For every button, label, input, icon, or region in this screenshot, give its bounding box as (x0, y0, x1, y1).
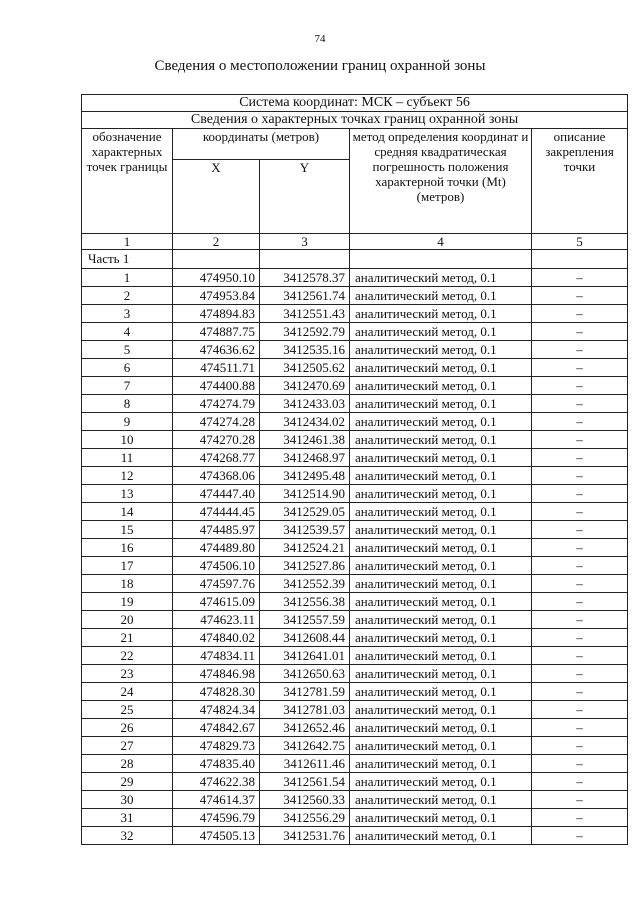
table-row (82, 323, 628, 341)
fixing-cell: – (532, 647, 628, 665)
coord-x: 474597.76 (173, 575, 260, 593)
table-row (82, 827, 628, 845)
table-row (82, 521, 628, 539)
method-cell: аналитический метод, 0.1 (350, 557, 532, 575)
coord-y: 3412529.05 (260, 503, 350, 521)
method-cell: аналитический метод, 0.1 (350, 377, 532, 395)
coord-y: 3412556.29 (260, 809, 350, 827)
coord-y: 3412611.46 (260, 755, 350, 773)
fixing-cell: – (532, 359, 628, 377)
table-row (82, 341, 628, 359)
header-coords: координаты (метров) (173, 129, 350, 160)
method-cell: аналитический метод, 0.1 (350, 395, 532, 413)
coord-y: 3412495.48 (260, 467, 350, 485)
coord-x: 474950.10 (173, 269, 260, 287)
point-number: 10 (82, 431, 173, 449)
point-number: 1 (82, 269, 173, 287)
fixing-cell: – (532, 467, 628, 485)
coord-y: 3412539.57 (260, 521, 350, 539)
coord-y: 3412650.63 (260, 665, 350, 683)
table-row (82, 269, 628, 287)
table-row (82, 791, 628, 809)
coordinate-system-header: Система координат: МСК – субъект 56 (82, 95, 628, 112)
table-row (82, 359, 628, 377)
table-row (82, 377, 628, 395)
point-number: 15 (82, 521, 173, 539)
fixing-cell: – (532, 683, 628, 701)
table-row (82, 737, 628, 755)
coord-y: 3412461.38 (260, 431, 350, 449)
coord-x: 474842.67 (173, 719, 260, 737)
fixing-cell: – (532, 521, 628, 539)
point-number: 22 (82, 647, 173, 665)
point-number: 25 (82, 701, 173, 719)
method-cell: аналитический метод, 0.1 (350, 359, 532, 377)
coord-y: 3412514.90 (260, 485, 350, 503)
method-cell: аналитический метод, 0.1 (350, 431, 532, 449)
point-number: 17 (82, 557, 173, 575)
fixing-cell: – (532, 575, 628, 593)
header-method: метод определения координат и средняя квадратическая погрешность положения характерной точки (Mt) (метров) (350, 129, 532, 234)
point-number: 20 (82, 611, 173, 629)
fixing-cell: – (532, 269, 628, 287)
page-number: 74 (314, 33, 326, 45)
fixing-cell: – (532, 719, 628, 737)
coord-x: 474444.45 (173, 503, 260, 521)
coord-x: 474840.02 (173, 629, 260, 647)
method-cell: аналитический метод, 0.1 (350, 485, 532, 503)
coord-y: 3412433.03 (260, 395, 350, 413)
point-number: 30 (82, 791, 173, 809)
point-number: 18 (82, 575, 173, 593)
coordinates-table (81, 94, 628, 845)
table-row (82, 683, 628, 701)
coord-x: 474505.13 (173, 827, 260, 845)
coord-x: 474447.40 (173, 485, 260, 503)
table-row (82, 305, 628, 323)
table-row (82, 647, 628, 665)
method-cell: аналитический метод, 0.1 (350, 773, 532, 791)
column-number-4: 4 (350, 234, 532, 250)
table-row (82, 557, 628, 575)
table-row (82, 773, 628, 791)
method-cell: аналитический метод, 0.1 (350, 647, 532, 665)
coord-x: 474846.98 (173, 665, 260, 683)
method-cell: аналитический метод, 0.1 (350, 449, 532, 467)
coord-x: 474274.28 (173, 413, 260, 431)
fixing-cell: – (532, 503, 628, 521)
column-number-2: 2 (173, 234, 260, 250)
table-row (82, 611, 628, 629)
method-cell: аналитический метод, 0.1 (350, 323, 532, 341)
point-number: 12 (82, 467, 173, 485)
method-cell: аналитический метод, 0.1 (350, 809, 532, 827)
fixing-cell: – (532, 755, 628, 773)
coord-x: 474622.38 (173, 773, 260, 791)
fixing-cell: – (532, 323, 628, 341)
table-row (82, 719, 628, 737)
point-number: 29 (82, 773, 173, 791)
fixing-cell: – (532, 629, 628, 647)
coord-y: 3412524.21 (260, 539, 350, 557)
coord-x: 474623.11 (173, 611, 260, 629)
coord-y: 3412557.59 (260, 611, 350, 629)
point-number: 16 (82, 539, 173, 557)
point-number: 9 (82, 413, 173, 431)
coord-x: 474368.06 (173, 467, 260, 485)
coord-y: 3412560.33 (260, 791, 350, 809)
coord-y: 3412535.16 (260, 341, 350, 359)
part-label: Часть 1 (82, 250, 173, 269)
table-row (82, 665, 628, 683)
method-cell: аналитический метод, 0.1 (350, 269, 532, 287)
method-cell: аналитический метод, 0.1 (350, 593, 532, 611)
method-cell: аналитический метод, 0.1 (350, 341, 532, 359)
fixing-cell: – (532, 341, 628, 359)
coord-x: 474400.88 (173, 377, 260, 395)
coord-y: 3412781.03 (260, 701, 350, 719)
table-row (82, 449, 628, 467)
method-cell: аналитический метод, 0.1 (350, 683, 532, 701)
coord-x: 474614.37 (173, 791, 260, 809)
section-header: Сведения о характерных точках границ охранной зоны (82, 112, 628, 129)
header-y: Y (260, 160, 350, 234)
fixing-cell: – (532, 431, 628, 449)
coord-y: 3412505.62 (260, 359, 350, 377)
point-number: 3 (82, 305, 173, 323)
point-number: 32 (82, 827, 173, 845)
point-number: 26 (82, 719, 173, 737)
point-number: 24 (82, 683, 173, 701)
coord-y: 3412561.54 (260, 773, 350, 791)
method-cell: аналитический метод, 0.1 (350, 305, 532, 323)
coord-y: 3412531.76 (260, 827, 350, 845)
point-number: 31 (82, 809, 173, 827)
method-cell: аналитический метод, 0.1 (350, 539, 532, 557)
coord-x: 474834.11 (173, 647, 260, 665)
header-fixing: описание закрепления точки (532, 129, 628, 234)
method-cell: аналитический метод, 0.1 (350, 575, 532, 593)
point-number: 21 (82, 629, 173, 647)
point-number: 5 (82, 341, 173, 359)
coord-x: 474636.62 (173, 341, 260, 359)
table-row (82, 467, 628, 485)
fixing-cell: – (532, 485, 628, 503)
table-row (82, 539, 628, 557)
method-cell: аналитический метод, 0.1 (350, 521, 532, 539)
fixing-cell: – (532, 287, 628, 305)
point-number: 7 (82, 377, 173, 395)
method-cell: аналитический метод, 0.1 (350, 719, 532, 737)
table-row (82, 503, 628, 521)
method-cell: аналитический метод, 0.1 (350, 701, 532, 719)
fixing-cell: – (532, 827, 628, 845)
table-row (82, 485, 628, 503)
coord-x: 474824.34 (173, 701, 260, 719)
method-cell: аналитический метод, 0.1 (350, 503, 532, 521)
coord-y: 3412652.46 (260, 719, 350, 737)
coord-y: 3412551.43 (260, 305, 350, 323)
point-number: 19 (82, 593, 173, 611)
point-number: 28 (82, 755, 173, 773)
point-number: 6 (82, 359, 173, 377)
method-cell: аналитический метод, 0.1 (350, 665, 532, 683)
coord-x: 474596.79 (173, 809, 260, 827)
table-row (82, 809, 628, 827)
column-number-5: 5 (532, 234, 628, 250)
coord-y: 3412561.74 (260, 287, 350, 305)
coord-y: 3412434.02 (260, 413, 350, 431)
table-row (82, 593, 628, 611)
coord-x: 474828.30 (173, 683, 260, 701)
method-cell: аналитический метод, 0.1 (350, 755, 532, 773)
document-title: Сведения о местоположении границ охранной зоны (154, 58, 486, 74)
coord-x: 474506.10 (173, 557, 260, 575)
fixing-cell: – (532, 701, 628, 719)
coord-x: 474489.80 (173, 539, 260, 557)
fixing-cell: – (532, 449, 628, 467)
fixing-cell: – (532, 809, 628, 827)
coord-x: 474511.71 (173, 359, 260, 377)
coord-x: 474485.97 (173, 521, 260, 539)
coord-x: 474274.79 (173, 395, 260, 413)
point-number: 11 (82, 449, 173, 467)
coord-y: 3412552.39 (260, 575, 350, 593)
coord-y: 3412641.01 (260, 647, 350, 665)
coord-y: 3412781.59 (260, 683, 350, 701)
fixing-cell: – (532, 413, 628, 431)
point-number: 8 (82, 395, 173, 413)
coord-y: 3412527.86 (260, 557, 350, 575)
method-cell: аналитический метод, 0.1 (350, 467, 532, 485)
table-row (82, 575, 628, 593)
fixing-cell: – (532, 557, 628, 575)
method-cell: аналитический метод, 0.1 (350, 611, 532, 629)
method-cell: аналитический метод, 0.1 (350, 737, 532, 755)
fixing-cell: – (532, 395, 628, 413)
coord-x: 474953.84 (173, 287, 260, 305)
fixing-cell: – (532, 665, 628, 683)
fixing-cell: – (532, 539, 628, 557)
coord-y: 3412592.79 (260, 323, 350, 341)
point-number: 27 (82, 737, 173, 755)
point-number: 14 (82, 503, 173, 521)
fixing-cell: – (532, 773, 628, 791)
table-row (82, 395, 628, 413)
fixing-cell: – (532, 377, 628, 395)
point-number: 23 (82, 665, 173, 683)
table-row (82, 413, 628, 431)
fixing-cell: – (532, 305, 628, 323)
coord-y: 3412608.44 (260, 629, 350, 647)
table-row (82, 287, 628, 305)
coord-x: 474829.73 (173, 737, 260, 755)
method-cell: аналитический метод, 0.1 (350, 287, 532, 305)
method-cell: аналитический метод, 0.1 (350, 827, 532, 845)
coord-x: 474894.83 (173, 305, 260, 323)
fixing-cell: – (532, 791, 628, 809)
header-point: обозначение характерных точек границы (82, 129, 173, 234)
coord-y: 3412578.37 (260, 269, 350, 287)
table-row (82, 755, 628, 773)
column-number-1: 1 (82, 234, 173, 250)
coord-x: 474835.40 (173, 755, 260, 773)
coord-y: 3412642.75 (260, 737, 350, 755)
point-number: 13 (82, 485, 173, 503)
coord-x: 474270.28 (173, 431, 260, 449)
point-number: 4 (82, 323, 173, 341)
fixing-cell: – (532, 611, 628, 629)
table-row (82, 629, 628, 647)
fixing-cell: – (532, 593, 628, 611)
coord-x: 474268.77 (173, 449, 260, 467)
coord-y: 3412556.38 (260, 593, 350, 611)
table-row (82, 431, 628, 449)
method-cell: аналитический метод, 0.1 (350, 413, 532, 431)
point-number: 2 (82, 287, 173, 305)
coord-x: 474887.75 (173, 323, 260, 341)
fixing-cell: – (532, 737, 628, 755)
method-cell: аналитический метод, 0.1 (350, 629, 532, 647)
coord-x: 474615.09 (173, 593, 260, 611)
method-cell: аналитический метод, 0.1 (350, 791, 532, 809)
header-x: X (173, 160, 260, 234)
coord-y: 3412468.97 (260, 449, 350, 467)
coord-y: 3412470.69 (260, 377, 350, 395)
table-row (82, 701, 628, 719)
column-number-3: 3 (260, 234, 350, 250)
